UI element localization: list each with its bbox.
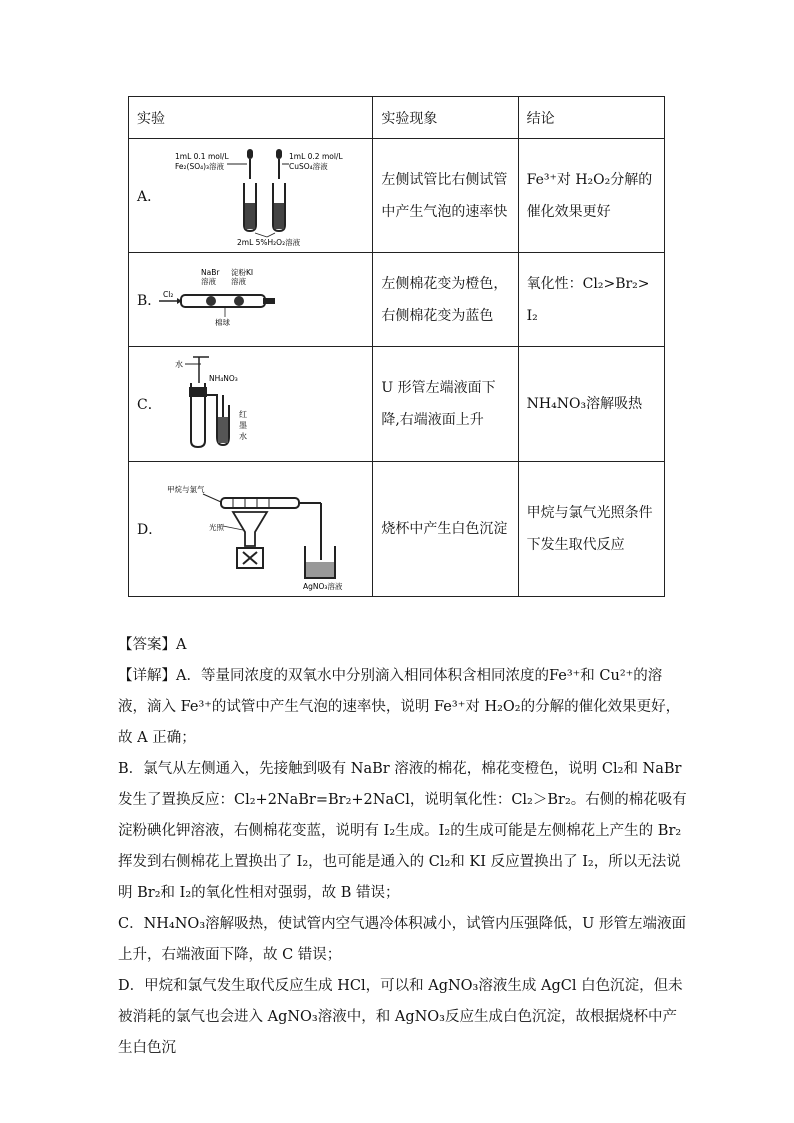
label-light: 光照 bbox=[209, 523, 224, 532]
label-fe-solution: Fe₂(SO₄)₃溶液 bbox=[175, 162, 225, 171]
conclusion-c: NH₄NO₃溶解吸热 bbox=[518, 347, 664, 462]
phenomenon-c: U 形管左端液面下降,右端液面上升 bbox=[373, 347, 518, 462]
label-ki: 淀粉KI bbox=[231, 268, 254, 277]
table-header-row bbox=[129, 97, 665, 139]
label-nabr-solution: 溶液 bbox=[201, 277, 216, 286]
label-nh4no3: NH₄NO₃ bbox=[209, 374, 238, 383]
label-ink: 墨 bbox=[239, 421, 247, 430]
option-label-b: B． bbox=[137, 292, 162, 309]
label-ink-water: 水 bbox=[239, 432, 247, 441]
experiment-cell-a bbox=[129, 139, 373, 253]
detail-a: 【详解】A．等量同浓度的双氧水中分别滴入相同体积含相同浓度的Fe³⁺和 Cu²⁺的溶液，滴入 Fe³⁺的试管中产生气泡的速率快，说明 Fe³⁺对 H₂O₂的分解的催化效果更好，故 A 正确； bbox=[118, 668, 681, 746]
label-cu-conc: 1mL 0.2 mol/L bbox=[289, 152, 343, 161]
experiment-cell-b bbox=[129, 253, 373, 347]
label-cl2: Cl₂ bbox=[163, 290, 174, 299]
label-h2o2: 2mL 5%H₂O₂溶液 bbox=[237, 238, 301, 247]
label-cu-solution: CuSO₄溶液 bbox=[289, 162, 328, 171]
label-nabr: NaBr bbox=[201, 268, 220, 277]
header-conclusion: 结论 bbox=[518, 97, 664, 139]
test-tubes-diagram bbox=[167, 143, 347, 247]
header-experiment: 实验 bbox=[129, 97, 373, 139]
label-ki-solution: 溶液 bbox=[231, 277, 246, 286]
conclusion-b: 氧化性：Cl₂>Br₂> I₂ bbox=[518, 253, 664, 347]
glass-tube-diagram bbox=[159, 265, 279, 335]
answer-line: 【答案】A bbox=[118, 637, 187, 653]
option-label-a: A． bbox=[137, 188, 162, 205]
option-label-c: C． bbox=[137, 397, 162, 413]
label-agno3: AgNO₃溶液 bbox=[303, 582, 343, 591]
label-water: 水 bbox=[175, 360, 183, 369]
phenomenon-a: 左侧试管比右侧试管中产生气泡的速率快 bbox=[373, 139, 518, 253]
label-cotton: 棉球 bbox=[215, 318, 230, 327]
conclusion-d: 甲烷与氯气光照条件下发生取代反应 bbox=[518, 462, 664, 597]
option-label-d: D． bbox=[137, 522, 163, 538]
detail-d: D．甲烷和氯气发生取代反应生成 HCl，可以和 AgNO₃溶液生成 AgCl 白色沉淀，但未被消耗的氯气也会进入 AgNO₃溶液中，和 AgNO₃反应生成白色沉淀，故根据烧杯中产生白色沉 bbox=[118, 978, 683, 1056]
phenomenon-b: 左侧棉花变为橙色，右侧棉花变为蓝色 bbox=[373, 253, 518, 347]
glass-tube bbox=[181, 295, 265, 307]
left-dropper bbox=[227, 149, 253, 179]
experiment-table bbox=[128, 96, 665, 597]
label-red: 红 bbox=[239, 410, 247, 419]
cotton-left bbox=[206, 296, 216, 306]
experiment-cell-c bbox=[129, 347, 373, 462]
right-dropper bbox=[276, 149, 289, 179]
header-phenomenon: 实验现象 bbox=[373, 97, 518, 139]
label-fe-conc: 1mL 0.1 mol/L bbox=[175, 152, 229, 161]
cotton-right bbox=[234, 296, 244, 306]
table-row bbox=[129, 347, 665, 462]
table-row bbox=[129, 139, 665, 253]
experiment-cell-d bbox=[129, 462, 373, 597]
u-tube-diagram bbox=[171, 353, 281, 455]
label-gas: 甲烷与氯气 bbox=[167, 485, 205, 494]
conclusion-a: Fe³⁺对 H₂O₂分解的催化效果更好 bbox=[518, 139, 664, 253]
table-row bbox=[129, 462, 665, 597]
answer-section bbox=[118, 630, 688, 1064]
methane-chlorine-diagram bbox=[163, 468, 343, 592]
detail-c: C．NH₄NO₃溶解吸热，使试管内空气遇冷体积减小，试管内压强降低，U 形管左端液面上升，右端液面下降，故 C 错误； bbox=[118, 916, 686, 963]
phenomenon-d: 烧杯中产生白色沉淀 bbox=[373, 462, 518, 597]
detail-b: B．氯气从左侧通入，先接触到吸有 NaBr 溶液的棉花，棉花变橙色，说明 Cl₂和 NaBr 发生了置换反应：Cl₂+2NaBr=Br₂+2NaCl，说明氧化性：Cl₂＞Br₂。右侧的棉花吸有淀粉碘化钾溶液，右侧棉花变蓝，说明有 I₂生成。I₂的生成可能是左侧棉花上产生的 Br₂挥发到右侧棉花上置换出了 I₂，也可能是通入的 Cl₂和 KI 反应置换出了 I₂，所以无法说明 Br₂和 I₂的氧化性相对强弱，故 B 错误； bbox=[118, 761, 687, 901]
table-row bbox=[129, 253, 665, 347]
